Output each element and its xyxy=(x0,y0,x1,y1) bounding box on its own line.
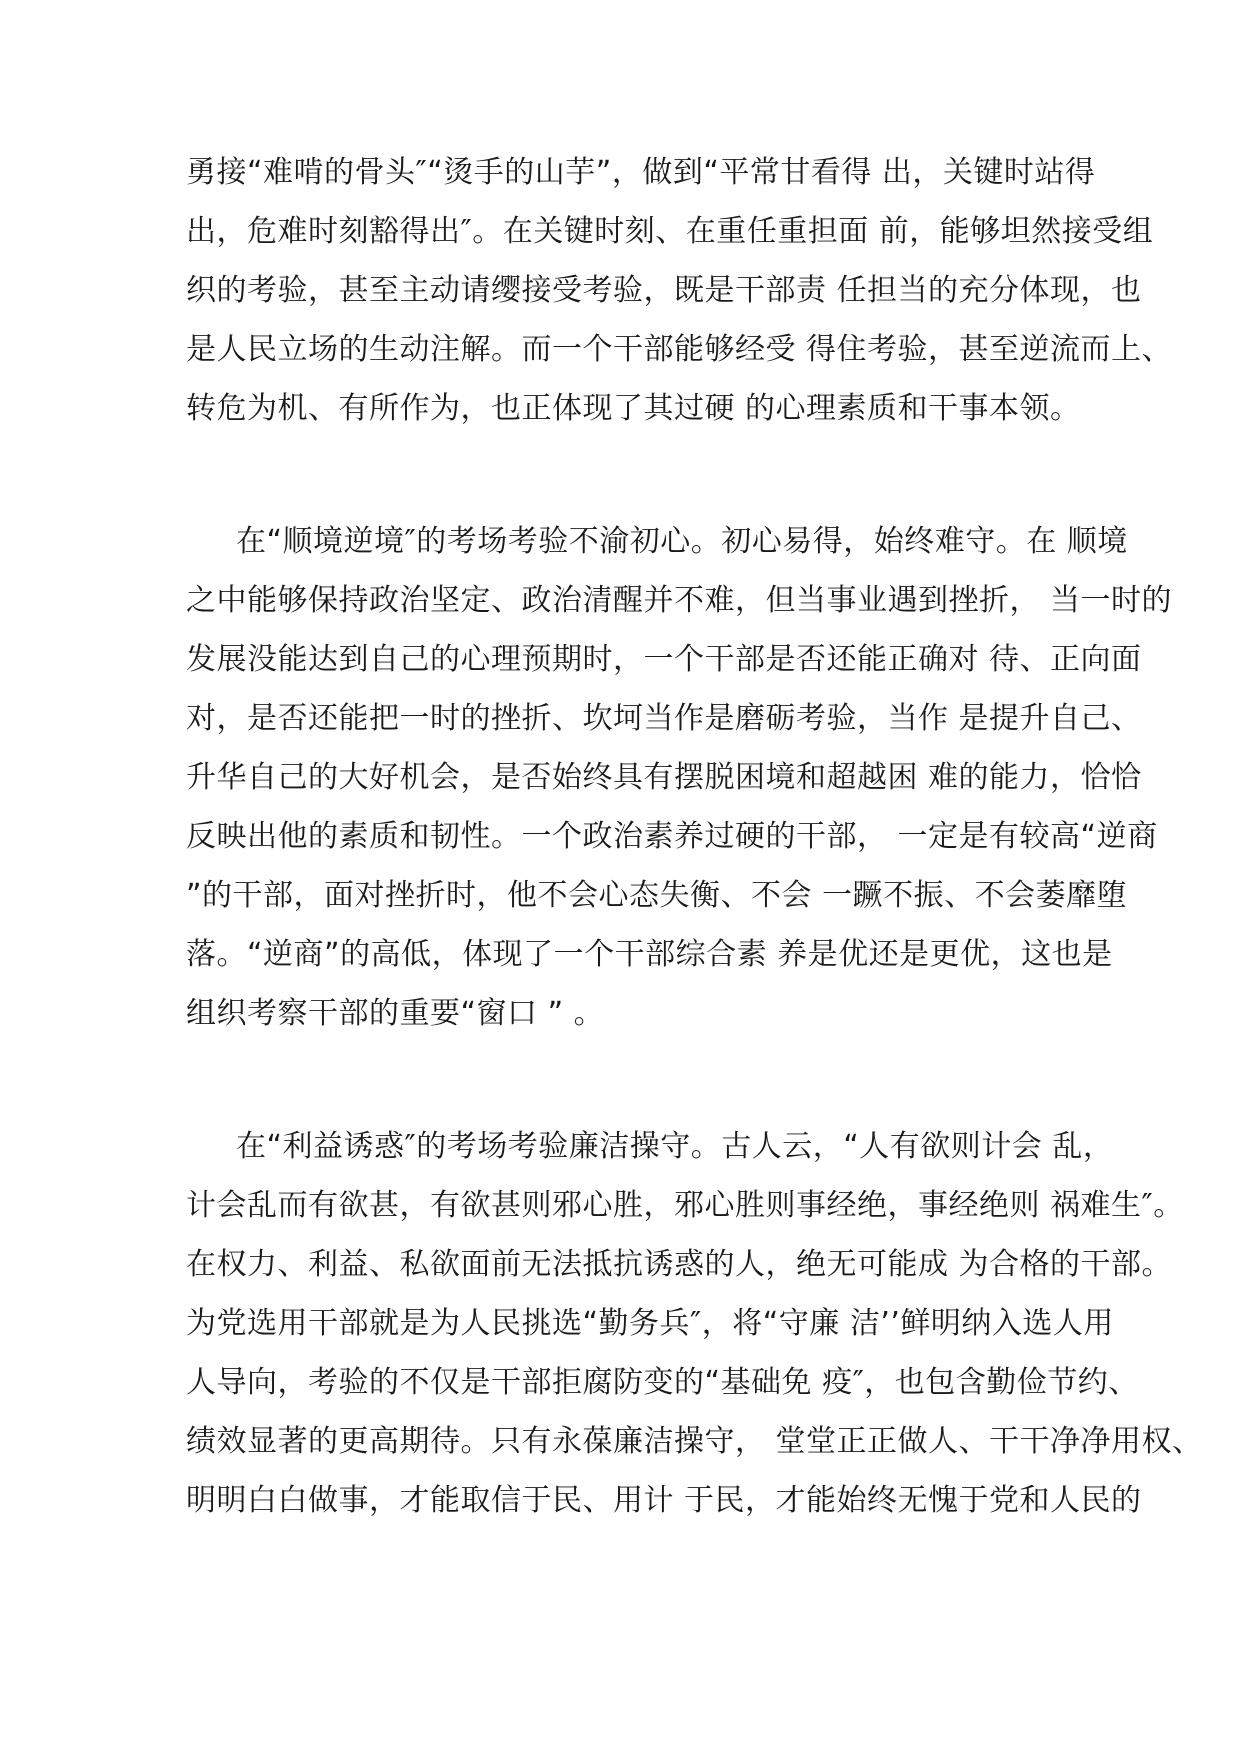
paragraph-3-line-4: 为党选用干部就是为人民挑选“勤务兵″，将“守廉 洁’’鲜明纳入选人用 xyxy=(186,1306,1114,1341)
paragraph-1-line-4: 是人民立场的生动注解。而一个干部能够经受 得住考验，甚至逆流而上、 xyxy=(186,332,1173,367)
paragraph-3-line-1: 在“利益诱惑″的考场考验廉洁操守。古人云，“人有欲则计会 乱， xyxy=(236,1129,1114,1164)
paragraph-2-line-5: 升华自己的大好机会，是否始终具有摆脱困境和超越困 难的能力，恰恰 xyxy=(186,760,1142,795)
paragraph-2-line-6: 反映出他的素质和韧性。一个政治素养过硬的干部， 一定是有较高“逆商 xyxy=(186,819,1158,854)
paragraph-1-line-2: 出，危难时刻豁得出″。在关键时刻、在重任重担面 前，能够坦然接受组 xyxy=(186,214,1154,249)
paragraph-2-line-8: 落。“逆商”的高低，体现了一个干部综合素 养是优还是更优，这也是 xyxy=(186,937,1113,972)
paragraph-2-line-4: 对，是否还能把一时的挫折、坎坷当作是磨砺考验，当作 是提升自己、 xyxy=(186,701,1142,736)
paragraph-3-line-7: 明明白白做事，才能取信于民、用计 于民，才能始终无愧于党和人民的 xyxy=(186,1483,1142,1518)
paragraph-2-line-3: 发展没能达到自己的心理预期时，一个干部是否还能正确对 待、正向面 xyxy=(186,642,1142,677)
paragraph-2-line-1: 在“顺境逆境″的考场考验不渝初心。初心易得，始终难守。在 顺境 xyxy=(236,524,1128,559)
paragraph-1-line-5: 转危为机、有所作为，也正体现了其过硬 的心理素质和干事本领。 xyxy=(186,391,1081,426)
paragraph-1-line-1: 勇接“难啃的骨头″“烫手的山芋”，做到“平常甘看得 出，关键时站得 xyxy=(186,155,1096,190)
paragraph-2-line-7: ”的干部，面对挫折时，他不会心态失衡、不会 一蹶不振、不会萎靡堕 xyxy=(186,878,1128,913)
paragraph-2-line-2: 之中能够保持政治坚定、政治清醒并不难，但当事业遇到挫折， 当一时的 xyxy=(186,583,1173,618)
paragraph-1-line-3: 织的考验，甚至主动请缨接受考验，既是干部责 任担当的充分体现，也 xyxy=(186,273,1142,308)
paragraph-3-line-2: 计会乱而有欲甚，有欲甚则邪心胜，邪心胜则事经绝，事经绝则 祸难生″。 xyxy=(186,1188,1184,1223)
paragraph-2-line-9: 组织考察干部的重要“窗口 ” 。 xyxy=(186,996,605,1031)
paragraph-3-line-3: 在权力、利益、私欲面前无法抵抗诱惑的人，绝无可能成 为合格的干部。 xyxy=(186,1247,1173,1282)
paragraph-3-line-6: 绩效显著的更高期待。只有永葆廉洁操守， 堂堂正正做人、干干净净用权、 xyxy=(186,1424,1203,1459)
paragraph-3-line-5: 人导向，考验的不仅是干部拒腐防变的“基础免 疫″，也包含勤俭节约、 xyxy=(186,1365,1139,1400)
